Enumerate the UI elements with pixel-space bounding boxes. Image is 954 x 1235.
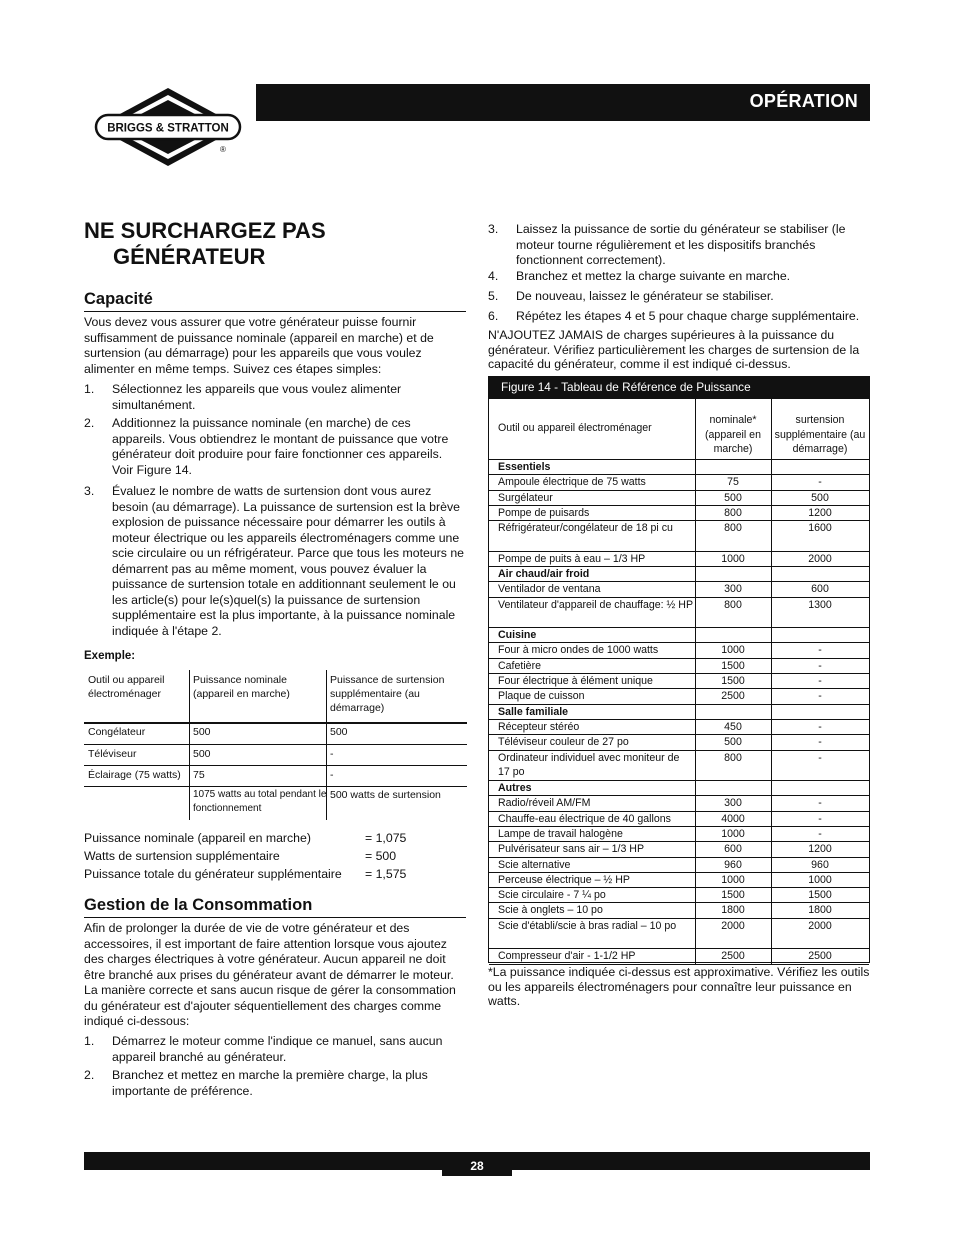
nominal-watts: 1000 — [721, 827, 745, 840]
step-number: 6. — [488, 309, 499, 323]
nominal-watts: 1000 — [721, 644, 745, 657]
gestion-step-5 — [488, 289, 870, 305]
appliance-name: Ordinateur individuel avec moniteur de 17 po — [498, 751, 680, 778]
surge-watts: - — [818, 797, 822, 810]
category-name: Salle familiale — [498, 705, 569, 718]
category-name: Cuisine — [498, 629, 537, 642]
table-header-nominal: nominale* (appareil en marche) — [705, 414, 761, 455]
surge-watts: 1000 — [808, 873, 832, 886]
total-label: Puissance totale du générateur supplémentaire — [84, 867, 342, 881]
page-title-line1: NE SURCHARGEZ PAS — [84, 218, 326, 243]
nominal-watts: 960 — [724, 858, 742, 871]
surge-watts: 2500 — [808, 950, 832, 963]
surge-watts: - — [818, 751, 822, 764]
appliance-name: Perceuse électrique – ½ HP — [498, 873, 630, 886]
category-name: Essentiels — [498, 461, 551, 473]
step-number: 2. — [84, 1068, 95, 1082]
step-text: Sélectionnez les appareils que vous voulez alimenter simultanément. — [112, 382, 402, 412]
table-row — [489, 734, 869, 749]
table-row — [489, 857, 869, 872]
example-total-surge: 500 watts de surtension — [330, 789, 441, 801]
nominal-watts: 4000 — [721, 812, 745, 825]
surge-watts: 1600 — [808, 522, 832, 535]
surge-watts: - — [818, 827, 822, 840]
surge-watts: 2000 — [808, 552, 832, 565]
nominal-watts: 450 — [724, 720, 742, 733]
gestion-step-3 — [488, 222, 870, 270]
example-row-1-surge: 500 — [330, 726, 348, 738]
total-label: Watts de surtension supplémentaire — [84, 849, 280, 863]
appliance-name: Lampe de travail halogène — [498, 827, 623, 840]
table-footnote: *La puissance indiquée ci-dessus est approximative. Vérifiez les outils ou les appareils électroménagers pour connaître leur puissance en watts. — [488, 965, 870, 1008]
gestion-heading: Gestion de la Consommation — [84, 896, 466, 918]
example-row-3-nominal: 75 — [193, 769, 205, 781]
surge-watts: 1500 — [808, 889, 832, 902]
capacite-step-3 — [84, 484, 466, 642]
appliance-name: Plaque de cuisson — [498, 690, 585, 703]
section-title: OPÉRATION — [749, 91, 858, 111]
nominal-watts: 800 — [724, 506, 742, 519]
nominal-watts: 800 — [724, 598, 742, 611]
surge-watts: 1300 — [808, 598, 832, 611]
total-value: = 1,075 — [365, 831, 407, 845]
step-text: Évaluez le nombre de watts de surtension dont vous aurez besoin (au démarrage). La puissance de surtension est la brève explosion de puissance nécessaire pour démarrer les outils à moteur électrique ou les appareils électroménagers comme une scie circulaire ou un réfrigérateur. Parce que tous les moteurs ne démarrent pas au même moment, vous pouvez évaluer la puissance de surtension totale en additionnant seulement le ou les article(s) pour le(s)quel(s) la puissance de surtension supplémentaire est la plus importante, à la puissance nominale indiquée à l'étape 2. — [112, 484, 465, 638]
table-row — [489, 581, 869, 596]
step-text: Branchez et mettez en marche la première charge, la plus importante de préférence. — [112, 1068, 428, 1098]
step-number: 2. — [84, 416, 95, 430]
table-row — [489, 490, 869, 505]
category-row — [489, 780, 869, 795]
surge-watts: - — [818, 675, 822, 687]
appliance-name: Téléviseur couleur de 27 po — [498, 736, 629, 749]
capacite-step-1 — [84, 382, 466, 414]
example-row-2-nominal: 500 — [193, 748, 211, 760]
appliance-name: Scie à onglets – 10 po — [498, 904, 603, 917]
surge-watts: - — [818, 644, 822, 657]
appliance-name: Surgélateur — [498, 491, 553, 504]
gestion-step-4 — [488, 269, 870, 285]
nominal-watts: 2500 — [721, 950, 745, 963]
nominal-watts: 1000 — [721, 873, 745, 886]
step-text: Démarrez le moteur comme l'indique ce manuel, sans aucun appareil branché au générateur. — [112, 1034, 443, 1064]
nominal-watts: 600 — [724, 843, 742, 856]
page-number: 28 — [442, 1156, 512, 1176]
appliance-name: Chauffe-eau électrique de 40 gallons — [498, 812, 671, 825]
table-row — [489, 642, 869, 657]
appliance-name: Pompe de puits à eau – 1/3 HP — [498, 552, 646, 565]
appliance-name: Réfrigérateur/congélateur de 18 pi cu — [498, 522, 673, 535]
example-row-1-item: Congélateur — [88, 726, 146, 738]
table-row — [489, 688, 869, 703]
appliance-name: Compresseur d'air - 1-1/2 HP — [498, 950, 636, 963]
gestion-step-2 — [84, 1068, 466, 1100]
step-number: 5. — [488, 289, 499, 303]
surge-watts: - — [818, 476, 822, 489]
appliance-name: Scie d'établi/scie à bras radial – 10 po — [498, 919, 677, 932]
total-row-surge — [84, 849, 467, 867]
example-total-nominal: 1075 watts au total pendant le fonctionnement — [193, 789, 327, 814]
appliance-name: Radio/réveil AM/FM — [498, 797, 591, 810]
example-row-2-surge: - — [330, 748, 334, 760]
nominal-watts: 2000 — [721, 919, 745, 932]
capacite-heading: Capacité — [84, 290, 466, 312]
surge-watts: 1200 — [808, 506, 832, 519]
surge-watts: - — [818, 812, 822, 825]
nominal-watts: 75 — [727, 476, 739, 489]
example-header-2: Puissance nominale (appareil en marche) — [193, 674, 290, 700]
gestion-step-6 — [488, 309, 870, 325]
category-row — [489, 459, 869, 474]
nominal-watts: 300 — [724, 583, 742, 596]
table-header-surge: surtension supplémentaire (au démarrage) — [774, 414, 866, 455]
total-label: Puissance nominale (appareil en marche) — [84, 831, 311, 845]
appliance-name: Scie circulaire - 7 ¼ po — [498, 889, 606, 902]
nominal-watts: 2500 — [721, 690, 745, 703]
surge-watts: 600 — [811, 583, 829, 596]
logo-registered: ® — [220, 145, 226, 154]
briggs-stratton-logo — [92, 86, 244, 168]
gestion-intro: Afin de prolonger la durée de vie de votre générateur et des accessoires, il est important de faire attention lorsque vous ajoutez des charges électriques à votre générateur. Aucun appareil ne doit être branché aux prises du générateur avant de démarrer le moteur. La manière correcte et sans aucun risque de gérer la consommation du générateur est d'ajouter séquentiellement des charges comme indiqué ci-dessous: — [84, 921, 456, 1028]
step-number: 3. — [488, 222, 499, 236]
table-row — [489, 750, 869, 781]
table-row — [489, 551, 869, 566]
table-row — [489, 887, 869, 902]
category-row — [489, 566, 869, 581]
example-row-3-item: Éclairage (75 watts) — [88, 769, 181, 781]
step-text: Branchez et mettez la charge suivante en marche. — [516, 269, 791, 283]
surge-watts: 960 — [811, 858, 829, 871]
example-table — [84, 670, 467, 820]
section-header-bar — [256, 84, 870, 121]
step-text: De nouveau, laissez le générateur se stabiliser. — [516, 289, 774, 303]
category-name: Autres — [498, 782, 532, 794]
nominal-watts: 1500 — [721, 659, 745, 672]
table-row — [489, 520, 869, 551]
category-row — [489, 704, 869, 719]
example-header-3: Puissance de surtension supplémentaire (au démarrage) — [330, 674, 445, 714]
step-text: Additionnez la puissance nominale (en marche) de ces appareils. Vous obtiendrez le montant de puissance que votre générateur doit produire pour faire fonctionner ces appareils. Voir Figure 14. — [112, 416, 449, 477]
table-header-item: Outil ou appareil électroménager — [498, 422, 652, 434]
capacite-intro: Vous devez vous assurer que votre générateur puisse fournir suffisamment de puissance nominale (appareil en marche) et de surtension (au démarrage) pour les appareils que vous voulez alimenter en même temps. Suivez ces étapes simples: — [84, 315, 434, 376]
overload-warning: N'AJOUTEZ JAMAIS de charges supérieures à la puissance du générateur. Vérifiez particulièrement les charges de surtension de la capacité du générateur, comme il est indiqué ci-dessus. — [488, 328, 860, 371]
table-row — [489, 597, 869, 628]
total-value: = 1,575 — [365, 867, 407, 881]
table-row — [489, 673, 869, 688]
table-row — [489, 902, 869, 917]
table-row — [489, 719, 869, 734]
nominal-watts: 1500 — [721, 675, 745, 687]
surge-watts: - — [818, 659, 822, 672]
table-row — [489, 658, 869, 673]
surge-watts: - — [818, 720, 822, 733]
appliance-name: Récepteur stéréo — [498, 720, 580, 733]
appliance-name: Four électrique à élément unique — [498, 675, 653, 687]
nominal-watts: 500 — [724, 736, 742, 749]
table-row — [489, 918, 869, 949]
nominal-watts: 300 — [724, 797, 742, 810]
table-row — [489, 795, 869, 810]
surge-watts: 1800 — [808, 904, 832, 917]
table-row — [489, 505, 869, 520]
nominal-watts: 800 — [724, 522, 742, 535]
table-row — [489, 811, 869, 826]
step-number: 4. — [488, 269, 499, 283]
table-row — [489, 841, 869, 856]
example-row-2-item: Téléviseur — [88, 748, 137, 760]
table-row — [489, 474, 869, 489]
surge-watts: 2000 — [808, 919, 832, 932]
appliance-name: Ventilador de ventana — [498, 583, 601, 596]
table-row — [489, 948, 869, 963]
figure-14-power-table — [488, 376, 870, 963]
page-title-line2: GÉNÉRATEUR — [113, 244, 266, 269]
total-row-nominal — [84, 831, 467, 849]
table-row — [489, 872, 869, 887]
example-row-1-nominal: 500 — [193, 726, 211, 738]
appliance-name: Scie alternative — [498, 858, 571, 871]
step-number: 1. — [84, 382, 95, 396]
figure-caption: Figure 14 - Tableau de Référence de Puissance — [489, 377, 869, 399]
step-number: 3. — [84, 484, 95, 498]
step-text: Laissez la puissance de sortie du générateur se stabiliser (le moteur tourne régulièrement et les dispositifs branchés fonctionnent correctement). — [516, 222, 846, 267]
appliance-name: Cafetière — [498, 659, 541, 672]
page-title — [84, 218, 464, 270]
example-header-1: Outil ou appareil électroménager — [88, 674, 165, 700]
surge-watts: - — [818, 736, 822, 749]
nominal-watts: 1500 — [721, 889, 745, 902]
category-name: Air chaud/air froid — [498, 568, 590, 580]
surge-watts: - — [818, 690, 822, 703]
total-row-generator — [84, 867, 467, 885]
step-text: Répétez les étapes 4 et 5 pour chaque charge supplémentaire. — [516, 309, 860, 323]
capacite-step-2 — [84, 416, 466, 480]
category-row — [489, 627, 869, 642]
appliance-name: Pompe de puisards — [498, 506, 590, 519]
table-row — [489, 826, 869, 841]
nominal-watts: 500 — [724, 491, 742, 504]
appliance-name: Ventilateur d'appareil de chauffage: ½ HP — [498, 598, 694, 611]
appliance-name: Ampoule électrique de 75 watts — [498, 476, 646, 489]
total-value: = 500 — [365, 849, 397, 863]
appliance-name: Pulvérisateur sans air – 1/3 HP — [498, 843, 645, 856]
appliance-name: Four à micro ondes de 1000 watts — [498, 644, 659, 657]
reference-table — [489, 399, 869, 964]
example-row-3-surge: - — [330, 769, 334, 781]
logo-text: BRIGGS & STRATTON — [107, 122, 229, 135]
nominal-watts: 1800 — [721, 904, 745, 917]
step-number: 1. — [84, 1034, 95, 1048]
nominal-watts: 1000 — [721, 552, 745, 565]
example-label: Exemple: — [84, 650, 136, 662]
nominal-watts: 800 — [724, 751, 742, 764]
gestion-step-1 — [84, 1034, 466, 1066]
surge-watts: 1200 — [808, 843, 832, 856]
surge-watts: 500 — [811, 491, 829, 504]
